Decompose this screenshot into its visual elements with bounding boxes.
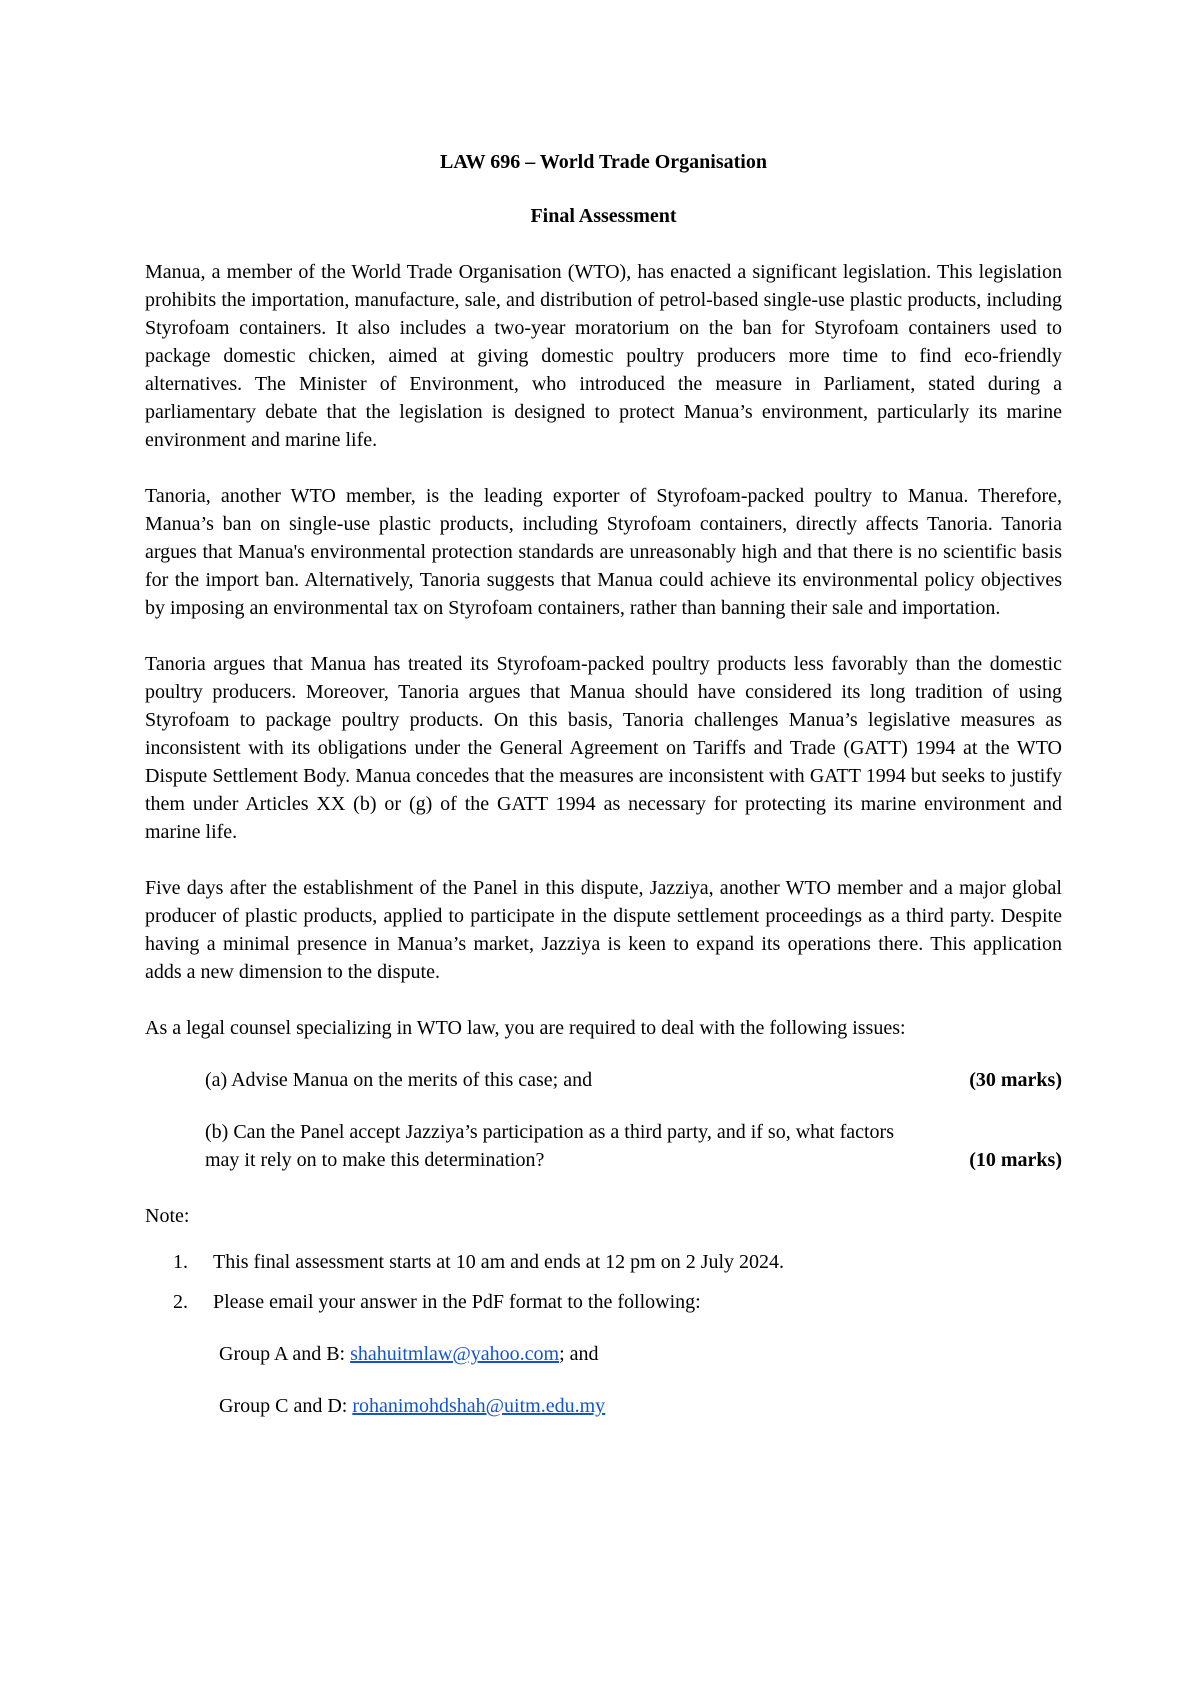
note-number: 2.	[173, 1291, 188, 1313]
question-b-text-line2: may it rely on to make this determination?	[205, 1149, 545, 1171]
question-b	[205, 1118, 1062, 1174]
paragraph-background: Manua, a member of the World Trade Organisation (WTO), has enacted a significant legislation. This legislation prohibits the importation, manufacture, sale, and distribution of petrol-based single-use plastic products, including Styrofoam containers. It also includes a two-year moratorium on the ban for Styrofoam containers used to package domestic chicken, aimed at giving domestic poultry producers more time to find eco-friendly alternatives. The Minister of Environment, who introduced the measure in Parliament, stated during a parliamentary debate that the legislation is designed to protect Manua’s environment, particularly its marine environment and marine life.	[145, 261, 1062, 451]
note-text: Please email your answer in the PdF format to the following:	[213, 1291, 701, 1313]
group-cd-label: Group C and D:	[219, 1395, 353, 1417]
group-cd-email-link[interactable]: rohanimohdshah@uitm.edu.my	[352, 1395, 606, 1417]
paragraph-tanoria-challenge: Tanoria argues that Manua has treated its Styrofoam-packed poultry products less favorably than the domestic poultry producers. Moreover, Tanoria argues that Manua should have considered its long tradition of using Styrofoam to package poultry products. On this basis, Tanoria challenges Manua’s legislative measures as inconsistent with its obligations under the General Agreement on Tariffs and Trade (GATT) 1994 at the WTO Dispute Settlement Body. Manua concedes that the measures are inconsistent with GATT 1994 but seeks to justify them under Articles XX (b) or (g) of the GATT 1994 as necessary for protecting its marine environment and marine life.	[145, 653, 1062, 843]
note-number: 1.	[173, 1251, 188, 1273]
note-item	[145, 1288, 1062, 1316]
group-ab-line	[219, 1340, 1062, 1368]
group-ab-email-link[interactable]: shahuitmlaw@yahoo.com	[350, 1343, 560, 1365]
instructions-text: As a legal counsel specializing in WTO law, you are required to deal with the following issues:	[145, 1017, 906, 1039]
document-subtitle: Final Assessment	[530, 205, 677, 227]
group-ab-label: Group A and B:	[219, 1343, 351, 1365]
question-a-marks: (30 marks)	[969, 1069, 1062, 1091]
note-label: Note:	[145, 1205, 190, 1227]
group-ab-suffix: ; and	[559, 1343, 599, 1365]
group-cd-line	[219, 1392, 1062, 1420]
question-b-text-line1: (b) Can the Panel accept Jazziya’s participation as a third party, and if so, what factors	[205, 1121, 895, 1143]
document-title: LAW 696 – World Trade Organisation	[440, 151, 767, 173]
question-a	[205, 1066, 1062, 1094]
note-item	[145, 1248, 1062, 1276]
question-a-text: (a) Advise Manua on the merits of this case; and	[205, 1069, 593, 1091]
note-text: This final assessment starts at 10 am and ends at 12 pm on 2 July 2024.	[213, 1251, 785, 1273]
note-list	[145, 1248, 1062, 1316]
question-b-marks: (10 marks)	[969, 1149, 1062, 1171]
paragraph-tanoria-claims: Tanoria, another WTO member, is the leading exporter of Styrofoam-packed poultry to Manua. Therefore, Manua’s ban on single-use plastic products, including Styrofoam containers, directly affects Tanoria. Tanoria argues that Manua's environmental protection standards are unreasonably high and that there is no scientific basis for the import ban. Alternatively, Tanoria suggests that Manua could achieve its environmental policy objectives by imposing an environmental tax on Styrofoam containers, rather than banning their sale and importation.	[145, 485, 1062, 619]
paragraph-jazziya: Five days after the establishment of the Panel in this dispute, Jazziya, another WTO member and a major global producer of plastic products, applied to participate in the dispute settlement proceedings as a third party. Despite having a minimal presence in Manua’s market, Jazziya is keen to expand its operations there. This application adds a new dimension to the dispute.	[145, 877, 1062, 983]
